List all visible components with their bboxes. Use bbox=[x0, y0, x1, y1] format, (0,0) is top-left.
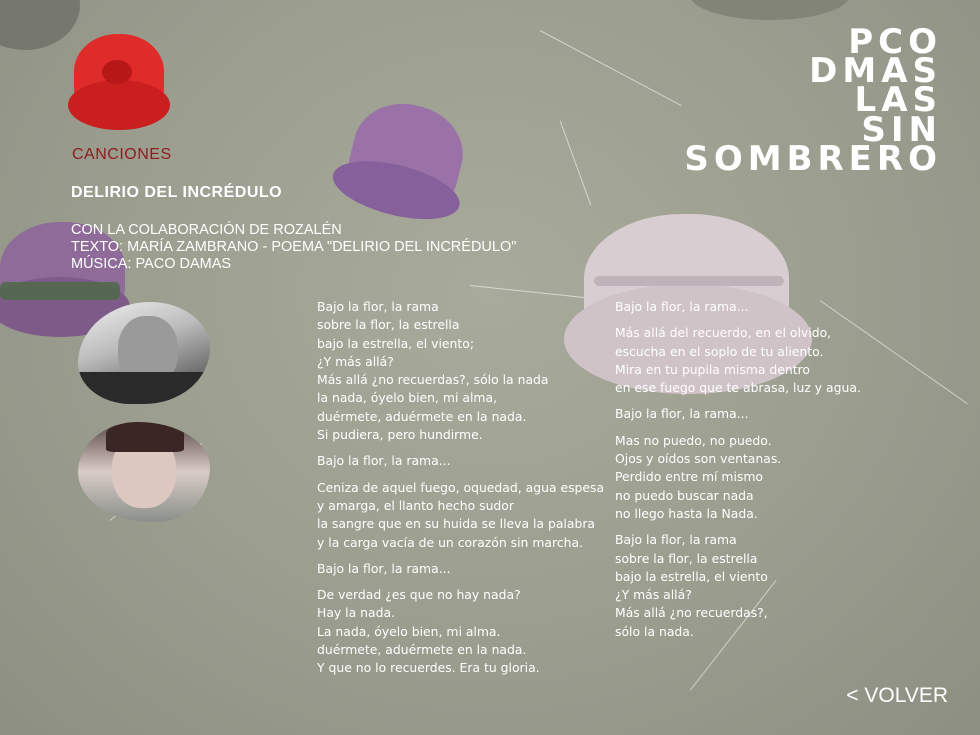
poem-stanza bbox=[317, 560, 604, 578]
credit-line: CON LA COLABORACIÓN DE ROZALÉN bbox=[71, 222, 342, 238]
poem-line: Y que no lo recuerdes. Era tu gloria. bbox=[317, 660, 540, 676]
poem-line: bajo la estrella, el viento; bbox=[317, 335, 475, 351]
logo-line: PCO bbox=[848, 22, 942, 62]
poem-line: ¿Y más allá? bbox=[615, 587, 692, 603]
poem-line: ¿Y más allá? bbox=[317, 353, 394, 369]
poem-line: Bajo la flor, la rama... bbox=[615, 299, 749, 314]
song-title: DELIRIO DEL INCRÉDULO bbox=[71, 184, 283, 201]
scratch-texture bbox=[540, 30, 682, 106]
poem-line: duérmete, aduérmete en la nada. bbox=[317, 408, 527, 424]
poem-line: Más allá ¿no recuerdas?, sólo la nada bbox=[317, 372, 549, 388]
scratch-texture bbox=[560, 120, 592, 205]
poem-line: De verdad ¿es que no hay nada? bbox=[317, 587, 521, 603]
background-blob bbox=[690, 0, 850, 20]
poem-line: Perdido entre mí mismo bbox=[615, 469, 764, 485]
red-hat-logo bbox=[68, 34, 170, 134]
poem-line: sólo la nada. bbox=[615, 623, 694, 639]
poem-line: Mas no puedo, no puedo. bbox=[615, 432, 772, 448]
poem-line: duérmete, aduérmete en la nada. bbox=[317, 642, 527, 658]
poem-line: no llego hasta la Nada. bbox=[615, 505, 758, 521]
poem-stanza bbox=[317, 298, 604, 444]
poem-stanza bbox=[317, 452, 604, 470]
back-link[interactable]: < VOLVER bbox=[846, 684, 948, 707]
logo-line: LAS bbox=[854, 80, 942, 121]
site-logo[interactable] bbox=[684, 22, 942, 179]
portrait-rozalen bbox=[78, 422, 210, 522]
logo-line: DMAS bbox=[809, 51, 942, 92]
purple-hat-image bbox=[326, 90, 481, 236]
poem-stanza bbox=[615, 298, 861, 316]
poem-line: Ceniza de aquel fuego, oquedad, agua espesa bbox=[317, 479, 605, 495]
poem-stanza bbox=[615, 432, 861, 523]
poem-line: y amarga, el llanto hecho sudor bbox=[317, 497, 514, 513]
poem-line: Bajo la flor, la rama... bbox=[317, 453, 451, 469]
poem-line: Más allá del recuerdo, en el olvido, bbox=[615, 325, 832, 341]
song-credits bbox=[71, 222, 516, 273]
poem-line: sobre la flor, la estrella bbox=[317, 317, 460, 333]
poem-line: Bajo la flor, la rama bbox=[615, 532, 737, 548]
poem-line: y la carga vacía de un corazón sin marcha. bbox=[317, 534, 584, 550]
poem-line: Más allá ¿no recuerdas?, bbox=[615, 605, 768, 621]
poem-stanza bbox=[615, 324, 861, 397]
poem-line: no puedo buscar nada bbox=[615, 487, 754, 503]
poem-stanza bbox=[317, 586, 604, 677]
logo-line: SIN bbox=[861, 109, 942, 150]
poem-line: Mira en tu pupila misma dentro bbox=[615, 361, 810, 377]
poem-column-left bbox=[317, 298, 604, 686]
credit-line: TEXTO: MARÍA ZAMBRANO - POEMA "DELIRIO DEL INCRÉDULO" bbox=[71, 239, 517, 255]
poem-line: Bajo la flor, la rama... bbox=[615, 406, 749, 422]
poem-column-right bbox=[615, 298, 861, 649]
poem-line: Ojos y oídos son ventanas. bbox=[615, 451, 782, 467]
poem-stanza bbox=[615, 531, 861, 641]
poem-line: Bajo la flor, la rama bbox=[317, 299, 439, 314]
poem-line: la nada, óyelo bien, mi alma, bbox=[317, 390, 498, 406]
logo-line: SOMBRERO bbox=[684, 138, 942, 179]
poem-line: Hay la nada. bbox=[317, 605, 395, 621]
poem-line: Bajo la flor, la rama... bbox=[317, 560, 451, 576]
poem-line: La nada, óyelo bien, mi alma. bbox=[317, 623, 501, 639]
poem-stanza bbox=[317, 479, 604, 552]
poem-line: Si pudiera, pero hundirme. bbox=[317, 427, 483, 443]
credit-line: MÚSICA: PACO DAMAS bbox=[71, 256, 232, 272]
poem-stanza bbox=[615, 405, 861, 423]
section-label[interactable]: CANCIONES bbox=[72, 146, 172, 163]
poem-line: en ese fuego que te abrasa, luz y agua. bbox=[615, 380, 861, 396]
poem-line: sobre la flor, la estrella bbox=[615, 550, 758, 566]
poem-line: bajo la estrella, el viento bbox=[615, 568, 768, 584]
poem-line: escucha en el soplo de tu aliento. bbox=[615, 343, 824, 359]
poem-line: la sangre que en su huida se lleva la palabra bbox=[317, 516, 596, 532]
